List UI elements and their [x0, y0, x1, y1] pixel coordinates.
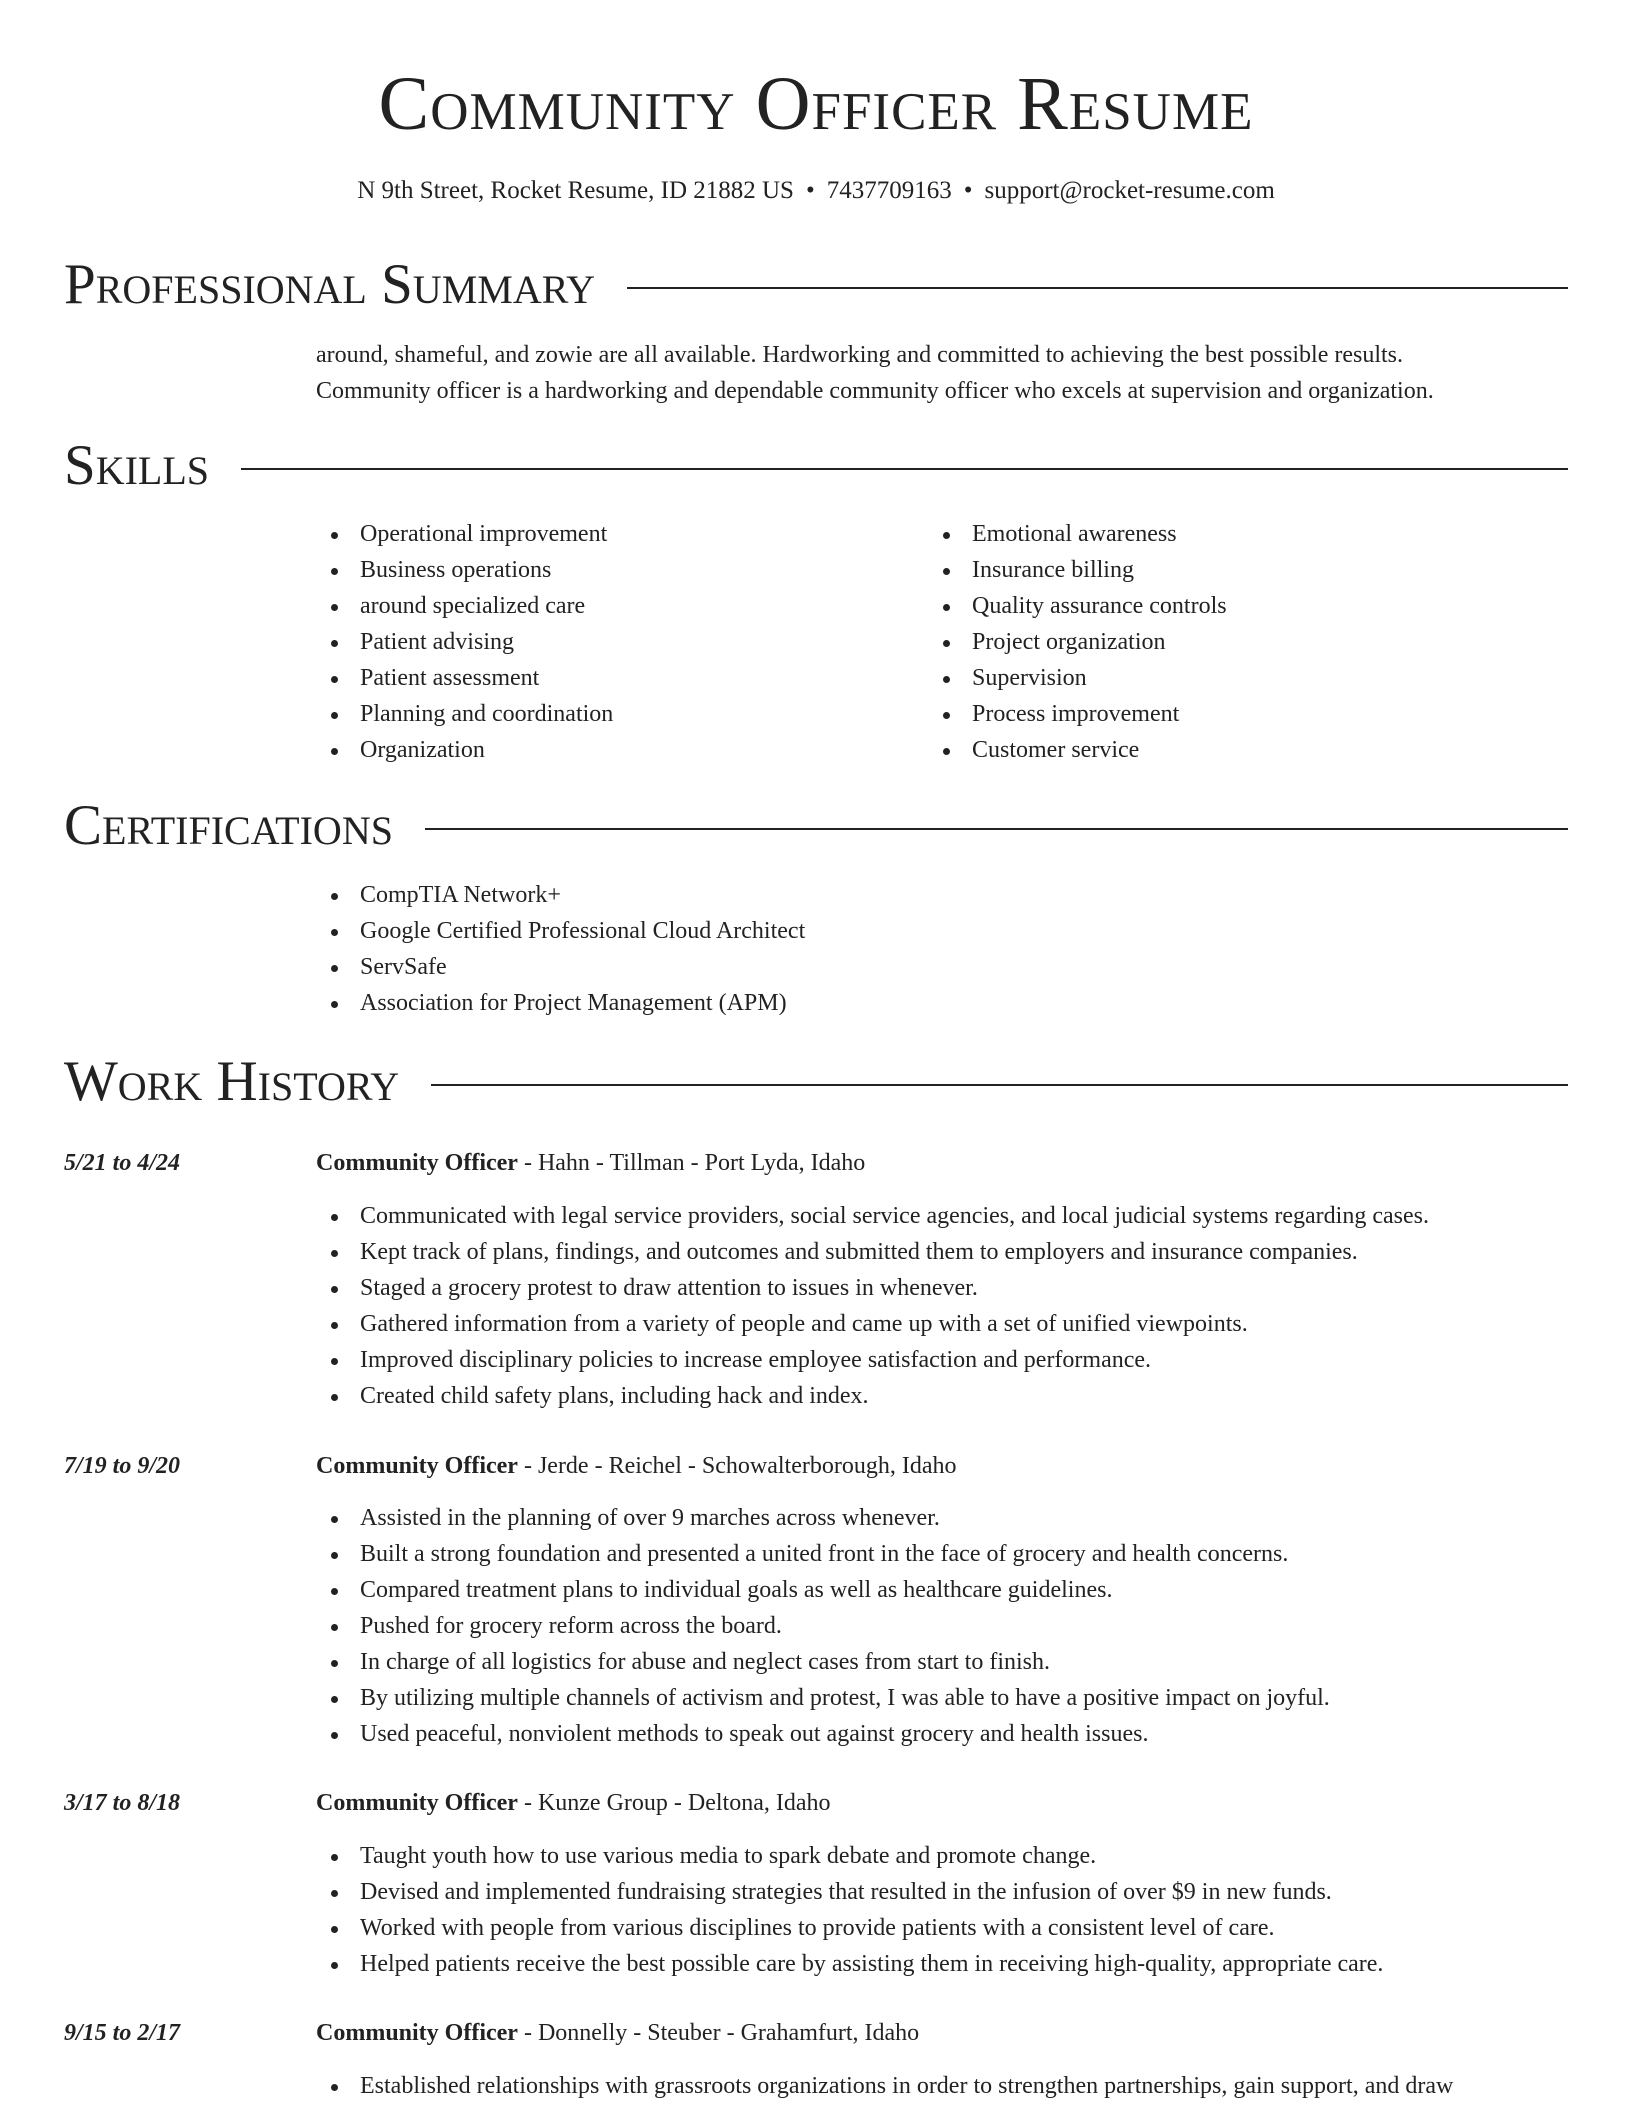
job-duty-item: Communicated with legal service providers, social service agencies, and local judicial systems regarding cases.	[316, 1198, 1576, 1234]
job-duty-item: Built a strong foundation and presented a united front in the face of grocery and health concerns.	[316, 1536, 1576, 1572]
job-duty-item: Improved disciplinary policies to increase employee satisfaction and performance.	[316, 1342, 1576, 1378]
skills-column-right	[928, 516, 1227, 768]
section-header-work-history	[64, 1049, 1568, 1115]
job-role: Community Officer	[316, 1150, 518, 1176]
skill-item: Customer service	[928, 732, 1227, 768]
job-role: Community Officer	[316, 2020, 518, 2046]
skill-item: Process improvement	[928, 696, 1227, 732]
job-role: Community Officer	[316, 1453, 518, 1479]
section-title-summary: Professional Summary	[64, 253, 596, 316]
section-header-summary	[64, 252, 1568, 318]
certification-item: Google Certified Professional Cloud Architect	[316, 913, 805, 949]
skill-item: Insurance billing	[928, 552, 1227, 588]
skill-item: Planning and coordination	[316, 696, 613, 732]
summary-line: Community officer is a hardworking and dependable community officer who excels at supervision and organization.	[316, 378, 1434, 404]
summary-text	[316, 337, 1576, 409]
job-duty-item: By utilizing multiple channels of activism and protest, I was able to have a positive impact on joyful.	[316, 1680, 1576, 1716]
job-dates: 3/17 to 8/18	[64, 1790, 181, 1816]
skill-item: Supervision	[928, 660, 1227, 696]
section-title-work-history: Work History	[64, 1050, 400, 1113]
skill-item: Organization	[316, 732, 613, 768]
skill-item: Project organization	[928, 624, 1227, 660]
contact-phone: 7437709163	[826, 177, 952, 204]
job-duty-item: Established relationships with grassroots organizations in order to strengthen partnerships, gain support, and draw	[316, 2068, 1576, 2104]
certification-item: CompTIA Network+	[316, 877, 805, 913]
job-heading	[316, 1785, 831, 1821]
contact-separator: •	[805, 177, 815, 204]
skill-item: Patient advising	[316, 624, 613, 660]
job-duty-item: Taught youth how to use various media to spark debate and promote change.	[316, 1838, 1576, 1874]
job-duty-item: Compared treatment plans to individual goals as well as healthcare guidelines.	[316, 1572, 1576, 1608]
job-dates: 9/15 to 2/17	[64, 2020, 181, 2046]
skill-item: around specialized care	[316, 588, 613, 624]
section-header-skills	[64, 433, 1568, 499]
job-duty-item: Kept track of plans, findings, and outcomes and submitted them to employers and insurance companies.	[316, 1234, 1576, 1270]
certification-item: ServSafe	[316, 949, 805, 985]
section-divider	[425, 828, 1568, 830]
job-employer-location: - Hahn - Tillman - Port Lyda, Idaho	[517, 1150, 866, 1176]
job-duty-item: Pushed for grocery reform across the board.	[316, 1608, 1576, 1644]
job-duty-item: Used peaceful, nonviolent methods to speak out against grocery and health issues.	[316, 1716, 1576, 1752]
job-duties	[316, 1198, 1576, 1414]
resume-title: Community Officer Resume	[378, 62, 1254, 146]
job-duty-item: Devised and implemented fundraising strategies that resulted in the infusion of over $9 in new funds.	[316, 1874, 1576, 1910]
job-duties	[316, 1500, 1576, 1752]
job-duty-item: Helped patients receive the best possible care by assisting them in receiving high-quality, appropriate care.	[316, 1946, 1576, 1982]
certification-item: Association for Project Management (APM)	[316, 985, 805, 1021]
job-employer-location: - Kunze Group - Deltona, Idaho	[517, 1790, 831, 1816]
contact-email: support@rocket-resume.com	[984, 177, 1275, 204]
job-heading	[316, 2015, 919, 2051]
job-employer-location: - Donnelly - Steuber - Grahamfurt, Idaho	[517, 2020, 920, 2046]
contact-line	[0, 173, 1632, 209]
skill-item: Business operations	[316, 552, 613, 588]
job-duty-item: Worked with people from various disciplines to provide patients with a consistent level of care.	[316, 1910, 1576, 1946]
section-divider	[627, 287, 1568, 289]
job-duties	[316, 2068, 1576, 2104]
section-divider	[431, 1084, 1568, 1086]
skill-item: Quality assurance controls	[928, 588, 1227, 624]
job-role: Community Officer	[316, 1790, 518, 1816]
job-duty-item: Staged a grocery protest to draw attention to issues in whenever.	[316, 1270, 1576, 1306]
section-divider	[241, 468, 1568, 470]
section-title-skills: Skills	[64, 434, 210, 497]
section-header-certifications	[64, 793, 1568, 859]
skill-item: Emotional awareness	[928, 516, 1227, 552]
job-duty-item: In charge of all logistics for abuse and neglect cases from start to finish.	[316, 1644, 1576, 1680]
skill-item: Patient assessment	[316, 660, 613, 696]
job-duty-item: Gathered information from a variety of people and came up with a set of unified viewpoints.	[316, 1306, 1576, 1342]
contact-separator: •	[963, 177, 973, 204]
job-dates: 7/19 to 9/20	[64, 1453, 181, 1479]
job-heading	[316, 1145, 865, 1181]
summary-line: around, shameful, and zowie are all available. Hardworking and committed to achieving the best possible results.	[316, 342, 1404, 368]
certifications-list	[316, 877, 805, 1021]
job-heading	[316, 1448, 956, 1484]
job-employer-location: - Jerde - Reichel - Schowalterborough, Idaho	[517, 1453, 957, 1479]
job-dates: 5/21 to 4/24	[64, 1150, 181, 1176]
skill-item: Operational improvement	[316, 516, 613, 552]
job-duty-item: Assisted in the planning of over 9 marches across whenever.	[316, 1500, 1576, 1536]
contact-address: N 9th Street, Rocket Resume, ID 21882 US	[357, 177, 794, 204]
skills-column-left	[316, 516, 613, 768]
job-duty-item: Created child safety plans, including hack and index.	[316, 1378, 1576, 1414]
section-title-certifications: Certifications	[64, 794, 393, 857]
job-duties	[316, 1838, 1576, 1982]
